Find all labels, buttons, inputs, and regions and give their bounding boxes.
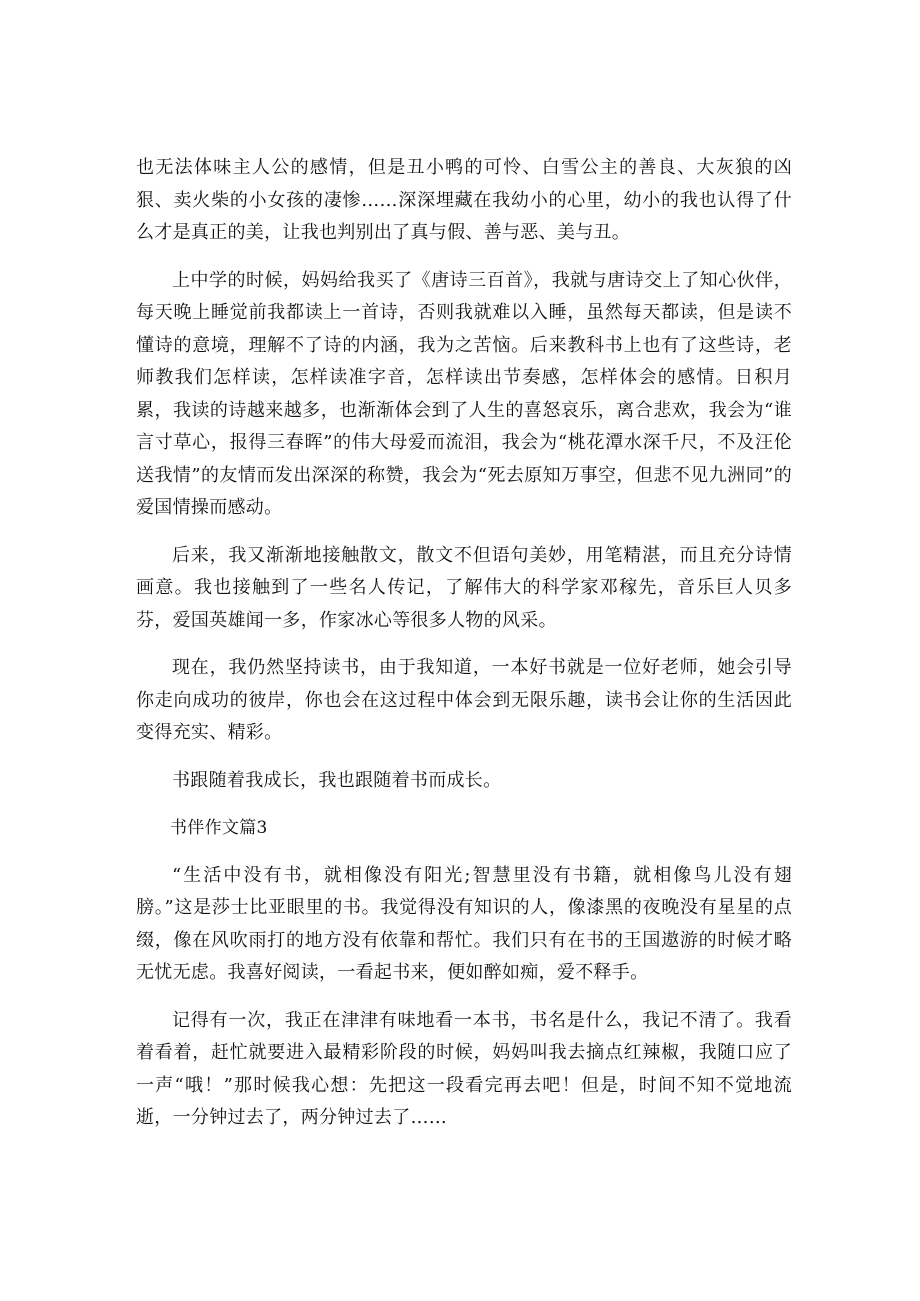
paragraph-3: 后来，我又渐渐地接触散文，散文不但语句美妙，用笔精湛，而且充分诗情画意。我也接触到了一些名人传记，了解伟大的科学家邓稼先，音乐巨人贝多芬，爱国英雄闻一多，作家冰心等很多人物的风采。 xyxy=(136,544,792,631)
paragraph-1: 也无法体味主人公的感情，但是丑小鸭的可怜、白雪公主的善良、大灰狼的凶狠、卖火柴的小女孩的凄惨……深深埋藏在我幼小的心里，幼小的我也认得了什么才是真正的美，让我也判别出了真与假、善与恶、美与丑。 xyxy=(136,157,792,243)
paragraph-7: 记得有一次，我正在津津有味地看一本书，书名是什么，我记不清了。我看着看着，赶忙就要进入最精彩阶段的时候，妈妈叫我去摘点红辣椒，我随口应了一声“哦！”那时候我心想：先把这一段看完再去吧！但是，时间不知不觉地流逝，一分钟过去了，两分钟过去了…… xyxy=(136,1009,792,1128)
paragraph-6: “生活中没有书，就相像没有阳光;智慧里没有书籍，就相像鸟儿没有翅膀。”这是莎士比亚眼里的书。我觉得没有知识的人，像漆黑的夜晚没有星星的点缀，像在风吹雨打的地方没有依靠和帮忙。我们只有在书的王国遨游的时候才略无忧无虑。我喜好阅读，一看起书来，便如醉如痴，爱不释手。 xyxy=(136,864,792,983)
article-body xyxy=(136,152,792,1150)
paragraph-2: 上中学的时候，妈妈给我买了《唐诗三百首》，我就与唐诗交上了知心伙伴，每天晚上睡觉前我都读上一首诗，否则我就难以入睡，虽然每天都读，但是读不懂诗的意境，理解不了诗的内涵，我为之苦恼。后来教科书上也有了这些诗，老师教我们怎样读，怎样读准字音，怎样读出节奏感，怎样体会的感情。日积月累，我读的诗越来越多，也渐渐体会到了人生的喜怒哀乐，离合悲欢，我会为“谁言寸草心，报得三春晖”的伟大母爱而流泪，我会为“桃花潭水深千尺，不及汪伦送我情”的友情而发出深深的称赞，我会为“死去原知万事空，但悲不见九洲同”的爱国情操而感动。 xyxy=(136,269,792,518)
paragraph-5: 书跟随着我成长，我也跟随着书而成长。 xyxy=(172,769,502,791)
section-heading: 书伴作文篇3 xyxy=(170,818,268,838)
paragraph-4: 现在，我仍然坚持读书，由于我知道，一本好书就是一位好老师，她会引导你走向成功的彼岸，你也会在这过程中体会到无限乐趣，读书会让你的生活因此变得充实、精彩。 xyxy=(136,657,792,743)
